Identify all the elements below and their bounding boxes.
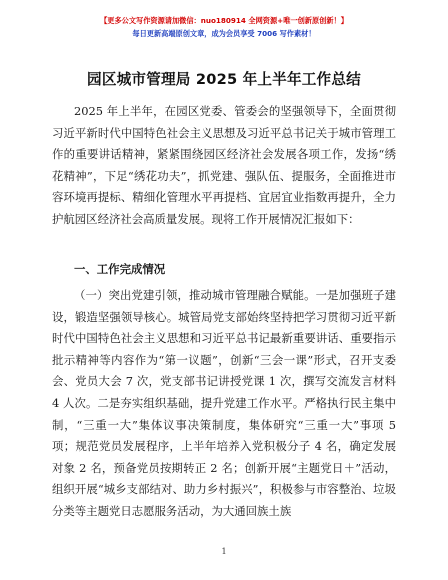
promo-banner bbox=[88, 14, 360, 40]
page-number: 1 bbox=[221, 547, 227, 556]
promo-banner-line-2: 每日更新高端原创文章，成为会员享受 7006 写作素材！ bbox=[132, 29, 316, 38]
section-paragraph: （一）突出党建引领，推动城市管理融合赋能。一是加强班子建设，锻造坚强领导核心。城管局党支部始终坚持把学习贯彻习近平新时代中国特色社会主义思想和习近平总书记最新重要讲话、重要指示批示精神等内容作为“第一议题”，创新“三会一课”形式，召开支委会、党员大会 7 次，党支部书记讲授党课 1 次，撰写交流发言材料 4 人次。二是夯实组织基础，提升党建工作水平。严格执行民主集中制，“三重一大”集体议事决策制度，集体研究“三重一大”事项 5 项；规范党员发展程序，上半年培养入党积极分子 4 名，确定发展对象 2 名，预备党员按期转正 2 名；创新开展“主题党日＋”活动，组织开展“城乡支部结对、助力乡村振兴”，积极参与市容整治、垃圾分类等主题党日志愿服务活动，为大通回族土族 bbox=[52, 288, 396, 518]
document-title: 园区城市管理局 2025 年上半年工作总结 bbox=[87, 71, 361, 88]
promo-banner-line-1: 【更多公文写作资源请加微信：nuo180914 全网资源+唯一创新原创新！】 bbox=[100, 16, 348, 25]
section-heading: 一、工作完成情况 bbox=[74, 262, 166, 276]
intro-paragraph: 2025 年上半年，在园区党委、管委会的坚强领导下，全面贯彻习近平新时代中国特色社会主义思想及习近平总书记关于城市管理工作的重要讲话精神，紧紧围绕园区经济社会发展各项工作，发扬“绣花精神”，下足“绣花功夫”，抓党建、强队伍、提服务，全面推进市容环境再提标、精细化管理水平再提档、宜居宜业指数再提升，全力护航园区经济社会高质量发展。现将工作开展情况汇报如下： bbox=[52, 104, 396, 226]
